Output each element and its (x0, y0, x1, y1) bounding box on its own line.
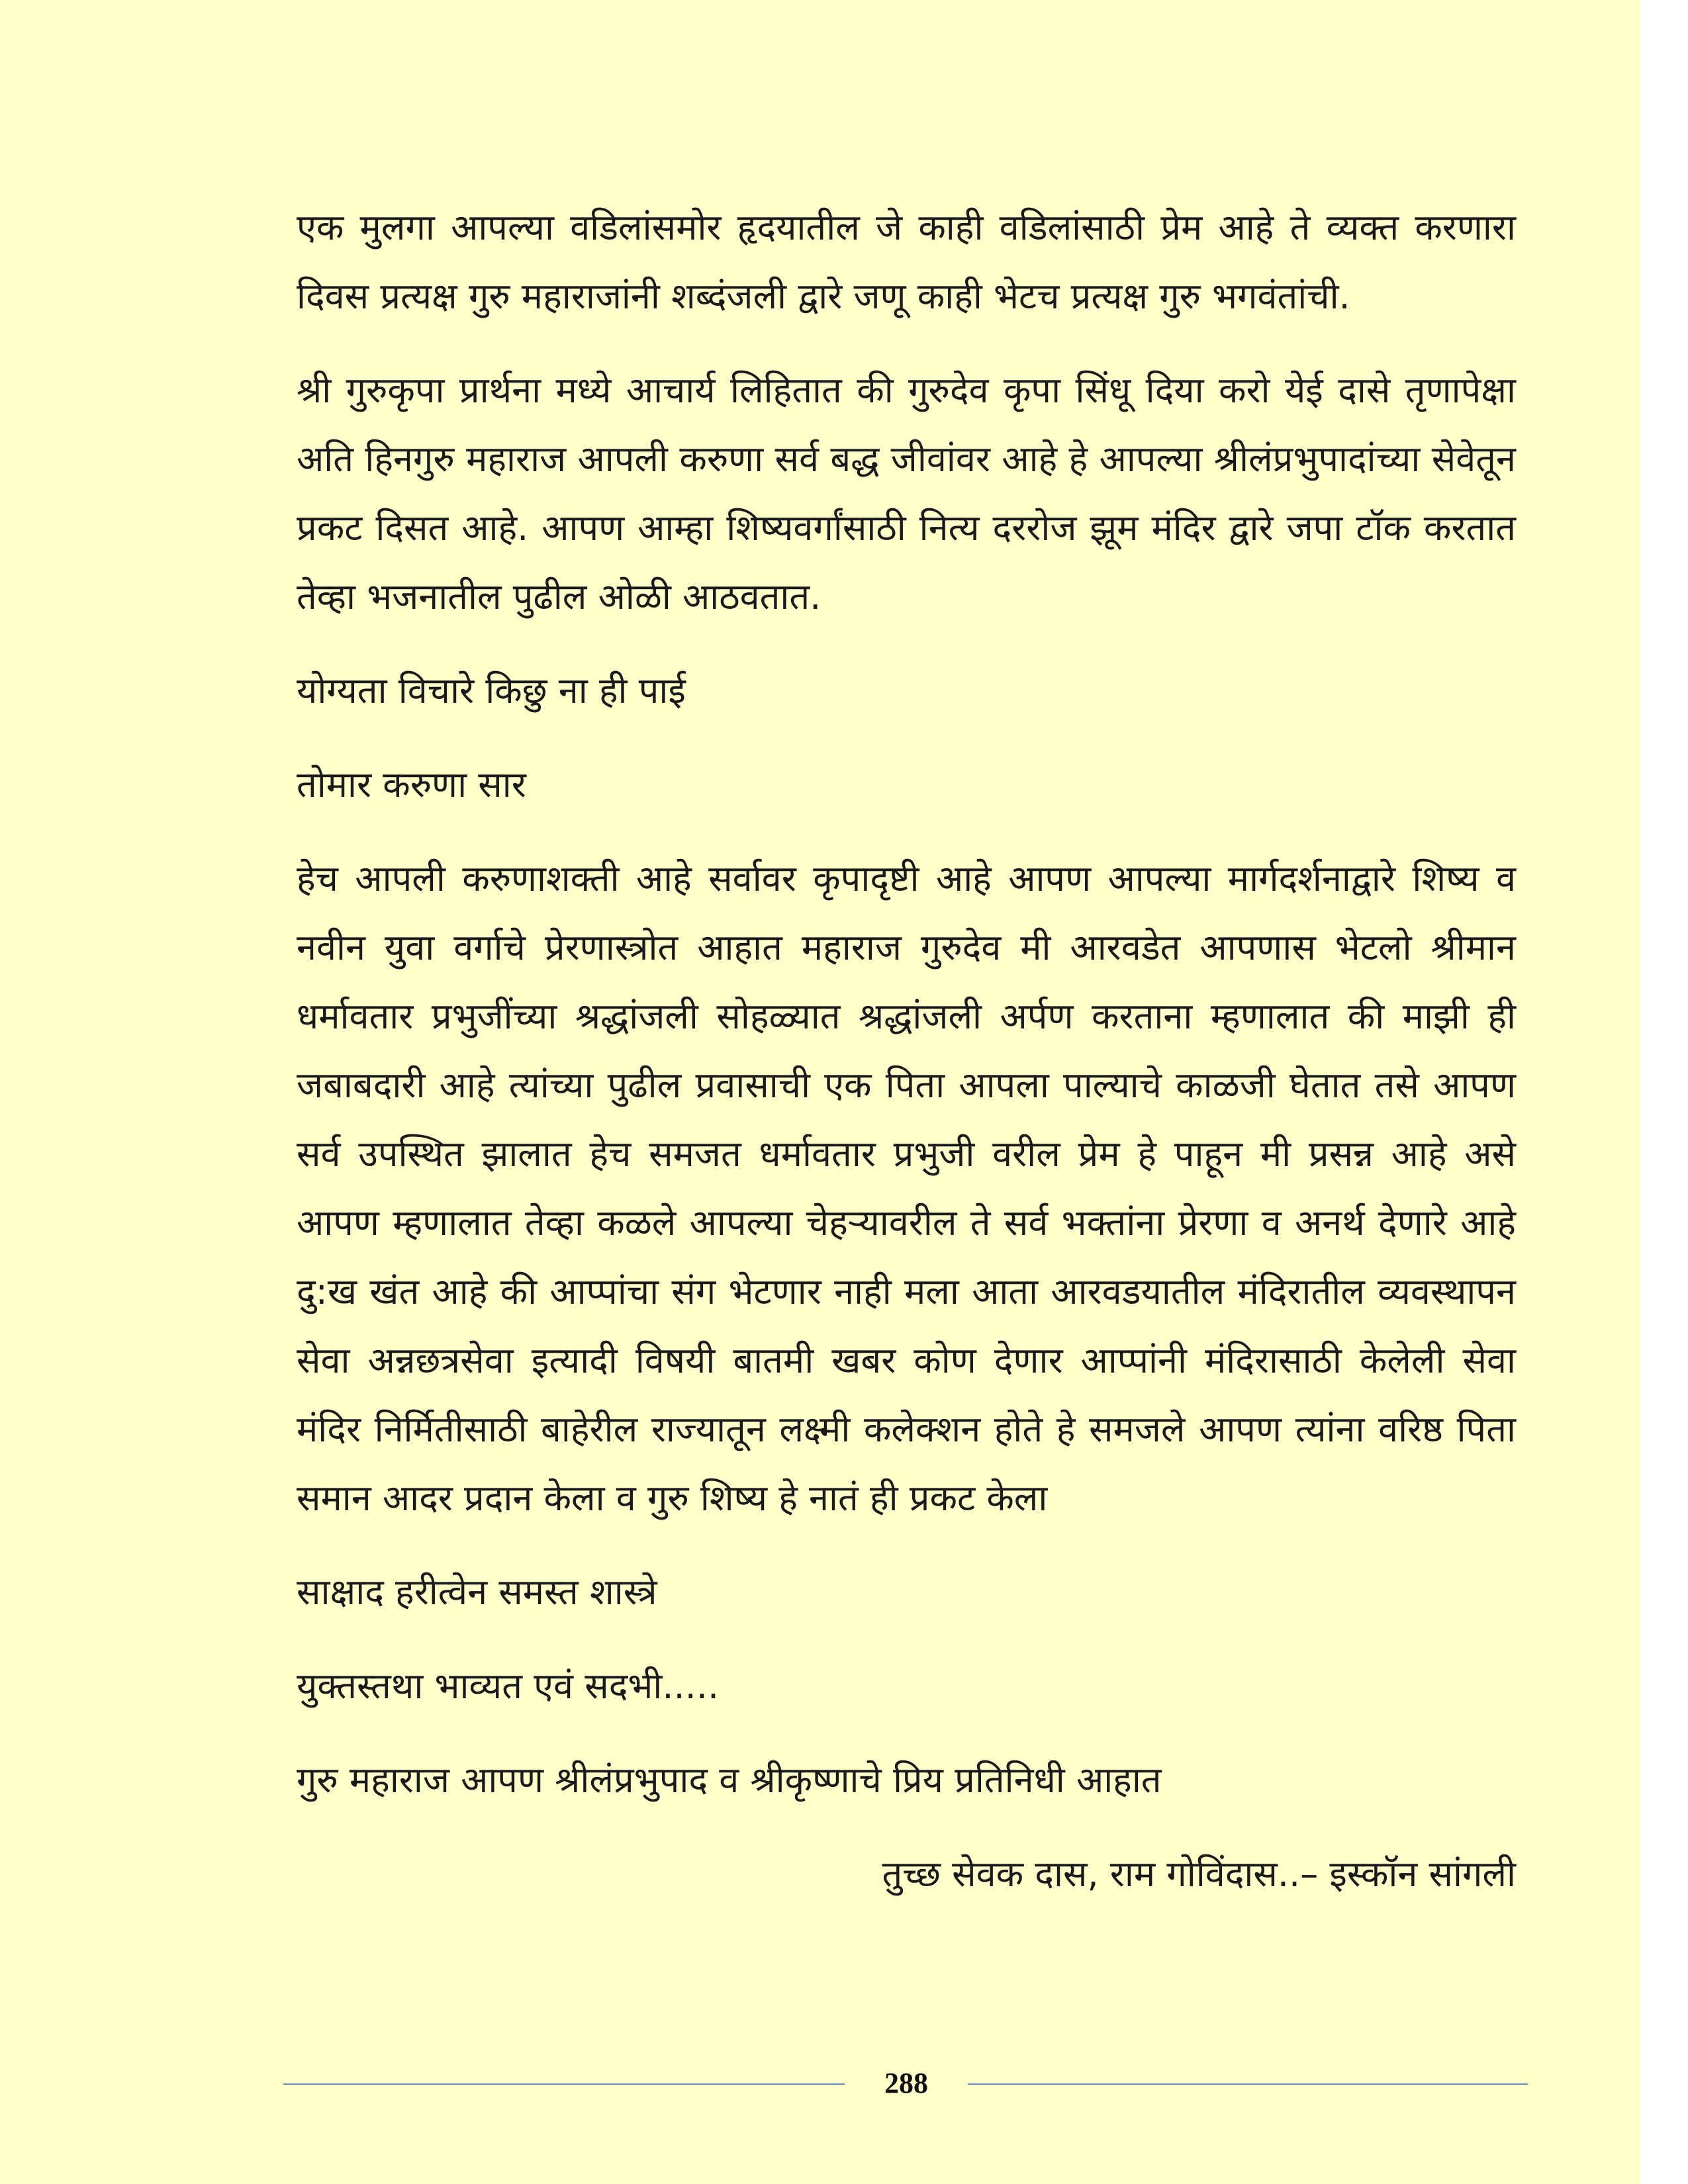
page-number: 288 (884, 2067, 928, 2099)
paragraph-main-tribute: हेच आपली करुणाशक्ती आहे सर्वावर कृपादृष्टी आहे आपण आपल्या मार्गदर्शनाद्वारे शिष्य व नवीन युवा वर्गाचे प्रेरणास्त्रोत आहात महाराज गुरुदेव मी आरवडेत आपणास भेटलो श्रीमान धर्मावतार प्रभुजींच्या श्रद्धांजली सोहळ्यात श्रद्धांजली अर्पण करताना म्हणालात की माझी ही जबाबदारी आहे त्यांच्या पुढील प्रवासाची एक पिता आपला पाल्याचे काळजी घेतात तसे आपण सर्व उपस्थित झालात हेच समजत धर्मावतार प्रभुजी वरील प्रेम हे पाहून मी प्रसन्न आहे असे आपण म्हणालात तेव्हा कळले आपल्या चेहऱ्यावरील ते सर्व भक्तांना प्रेरणा व अनर्थ देणारे आहे दु:ख खंत आहे की आप्पांचा संग भेटणार नाही मला आता आरवडयातील मंदिरातील व्यवस्थापन सेवा अन्नछत्रसेवा इत्यादी विषयी बातमी खबर कोण देणार आप्पांनी मंदिरासाठी केलेली सेवा मंदिर निर्मितीसाठी बाहेरील राज्यातून लक्ष्मी कलेक्शन होते हे समजले आपण त्यांना वरिष्ठ पिता समान आदर प्रदान केला व गुरु शिष्य हे नातं ही प्रकट केला (297, 858, 1517, 1519)
paragraph-intro: एक मुलगा आपल्या वडिलांसमोर हृदयातील जे काही वडिलांसाठी प्रेम आहे ते व्यक्त करणारा दिवस प्रत्यक्ष गुरु महाराजांनी शब्दंजली द्वारे जणू काही भेटच प्रत्यक्ष गुरु भगवंतांची. (297, 206, 1516, 317)
signature: तुच्छ सेवक दास, राम गोविंदास..– इस्कॉन सांगली (882, 1853, 1516, 1895)
body-text (297, 193, 1516, 1909)
verse-line-4: युक्तस्तथा भाव्यत एवं सदभी..... (297, 1665, 720, 1707)
closing-line: गुरु महाराज आपण श्रीलंप्रभुपाद व श्रीकृष्णाचे प्रिय प्रतिनिधी आहात (297, 1759, 1162, 1801)
paragraph-gurukrupa-prayer: श्री गुरुकृपा प्रार्थना मध्ये आचार्य लिहितात की गुरुदेव कृपा सिंधू दिया करो येई दासे तृणापेक्षा अति हिनगुरु महाराज आपली करुणा सर्व बद्ध जीवांवर आहे हे आपल्या श्रीलंप्रभुपादांच्या सेवेतून प्रकट दिसत आहे. आपण आम्हा शिष्यवर्गांसाठी नित्य दररोज झूम मंदिर द्वारे जपा टॉक करतात तेव्हा भजनातील पुढील ओळी आठवतात. (297, 369, 1516, 617)
page-footer (283, 2064, 1528, 2103)
verse-line-3: साक्षाद हरीत्वेन समस्त शास्त्रे (297, 1571, 657, 1613)
verse-line-1: योग्यता विचारे किछु ना ही पाई (297, 670, 686, 711)
footer-rule-left (283, 2083, 845, 2085)
footer-rule-right (968, 2083, 1528, 2085)
verse-line-2: तोमार करुणा सार (297, 764, 526, 805)
